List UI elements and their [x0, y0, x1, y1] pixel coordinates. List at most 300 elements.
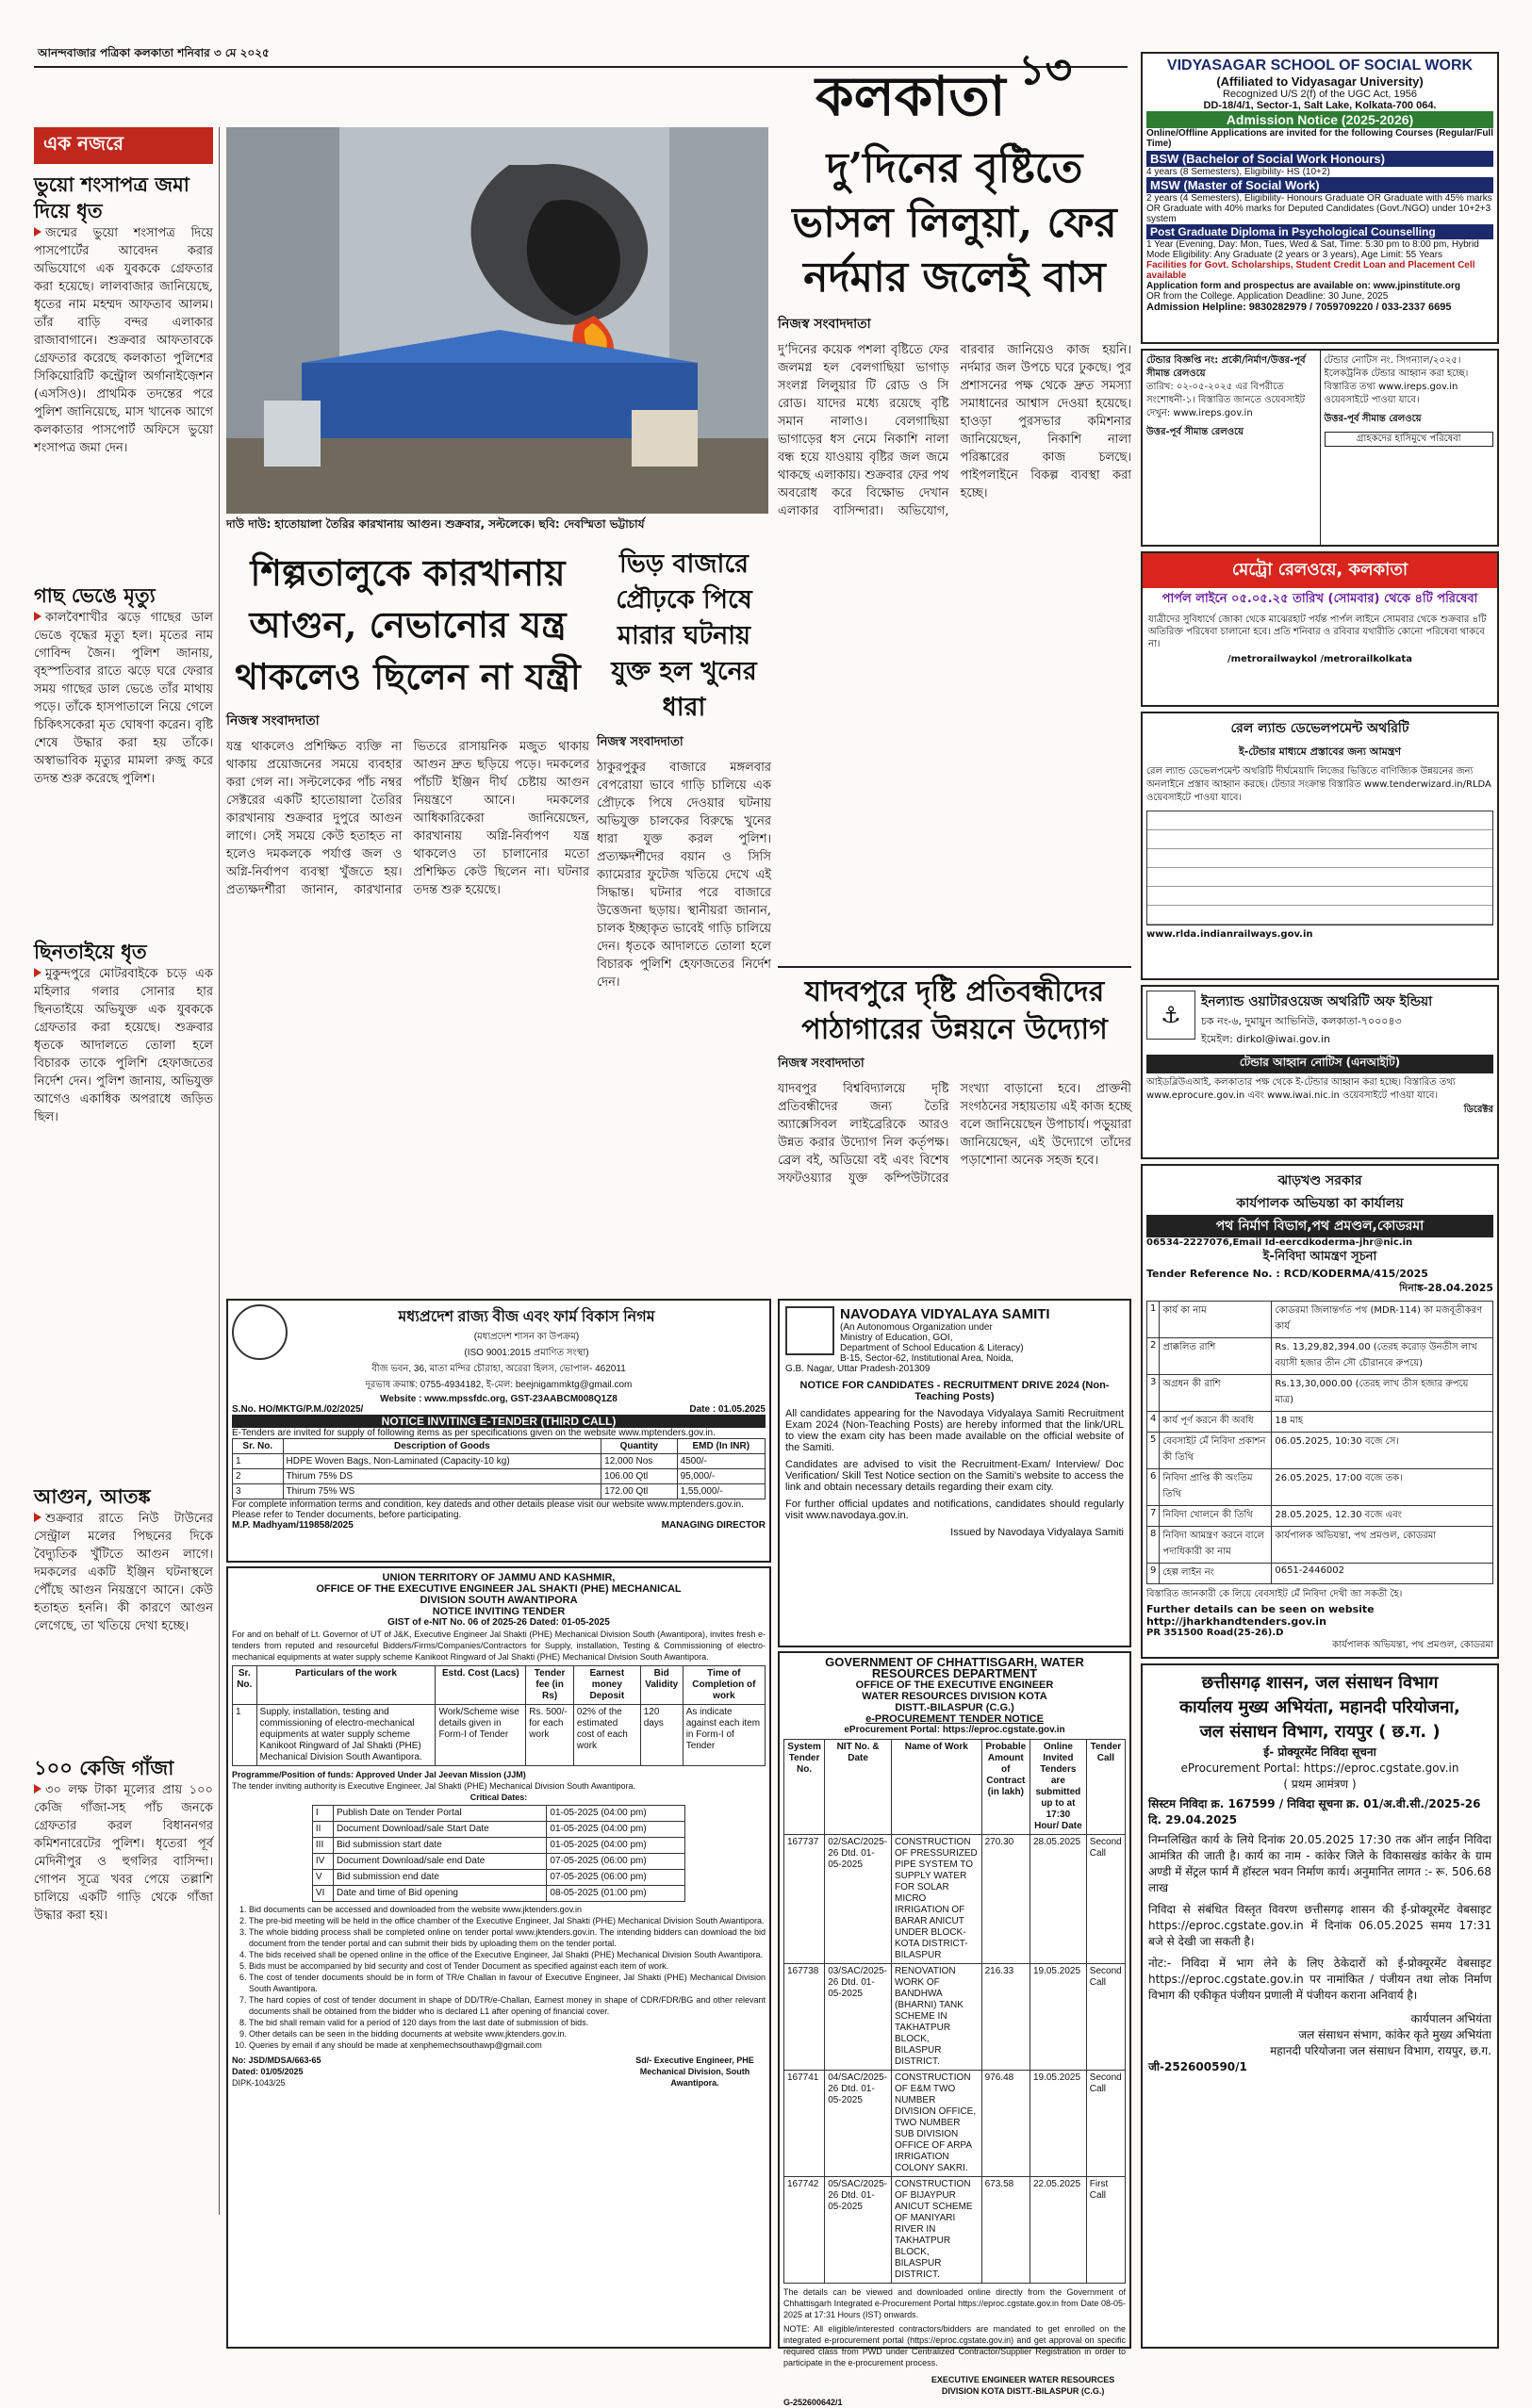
brief-body	[34, 965, 213, 1474]
course-bsw: BSW (Bachelor of Social Work Honours)	[1146, 151, 1493, 167]
rlda-grid	[1146, 811, 1493, 926]
mp-row	[233, 1454, 766, 1469]
mp-table	[232, 1438, 766, 1499]
cg-cell: 167737	[784, 1835, 825, 1964]
mp-footer: For complete information terms and condition, key dateds and other details please visit our website www.mptenders.gov.in. Please refer to Tender documents, before participating.	[232, 1499, 744, 1520]
jk-prog: Programme/Position of funds: Approved Under Jal Jeevan Mission (JJM)	[232, 1770, 526, 1779]
cg-cell: 270.30	[981, 1835, 1030, 1964]
rlda-website: www.rlda.indianrailways.gov.in	[1146, 929, 1313, 940]
story-byline: নিজস্ব সংবাদদাতা	[226, 713, 320, 729]
jk-t1: UNION TERRITORY OF JAMMU AND KASHMIR,	[382, 1572, 616, 1583]
jh-note: বিস্তারিত জানকারী কে লিয়ে বেবসাইট মেঁ নিবিদা দেখী জা সকতী হৈ।	[1146, 1589, 1403, 1599]
jk-cell: 1	[233, 1705, 257, 1766]
jh-row	[1147, 1302, 1493, 1338]
jk-term: 3. The whole bidding process shall be completed online on tender portal www.jktenders.gov.in. The intending bidders can download the bid document from the tender portal and can submit their bids by uploading them on the tender portal.	[249, 1926, 766, 1949]
cg-row	[784, 1835, 1126, 1964]
cgh-nit: सिस्टम निविदा क्र. 167599 / निविदा सूचना क्र. 01/अ.वी.सी./2025-26 दि. 29.04.2025	[1148, 1797, 1481, 1826]
brief-headline: আগুন, আতঙ্ক	[34, 1484, 151, 1508]
tender-left-body: তারিখ: ০২-০৫-২০২৫ এর বিপরীতে সংশোধনী-১। বিস্তারিত জানতে ওয়েবসাইট দেখুন: www.ireps.gov.in	[1146, 382, 1306, 418]
ad-helpline: Admission Helpline: 9830282979 / 7059709220 / 033-2337 6695	[1146, 302, 1452, 313]
jk-critical: Critical Dates:	[469, 1793, 528, 1802]
brief-body	[34, 1510, 213, 1745]
jh-cell: 1	[1147, 1302, 1160, 1338]
jh-cell: প্রাক্কলিত রাশি	[1160, 1338, 1272, 1375]
cg-header: System Tender No.	[784, 1740, 825, 1835]
bullet-icon	[34, 1784, 41, 1794]
jk-date-cell: Publish Date on Tender Portal	[333, 1806, 546, 1822]
ad-vidyasagar	[1141, 52, 1499, 344]
jh-row	[1147, 1375, 1493, 1412]
section-name: কলকাতা	[815, 64, 1006, 128]
at-a-glance-title: এক নজরে	[34, 127, 213, 164]
ad-cg-water	[778, 1651, 1131, 2407]
jk-header: Bid Validity	[640, 1666, 683, 1705]
cg-cell: First Call	[1086, 2177, 1125, 2284]
cgh-t5: ( प्रथम आमंत्रण )	[1283, 1777, 1357, 1791]
jh-cell: Rs.13,30,000.00 (তেরহ লাখ তীস হজার রুপয়ে মাত্র)	[1272, 1375, 1493, 1412]
mp-web: Website : www.mpssfdc.org, GST-23AABCM008Q1Z8	[380, 1394, 618, 1404]
jk-date-cell: Date and time of Bid opening	[333, 1886, 546, 1902]
jk-term: 2. The pre-bid meeting will be held in the office chamber of the Executive Engineer, Jal Shakti (PHE) Mechanical Division South Awantipora.	[249, 1915, 766, 1926]
mp-phone: দূরভাষ ক্রমাঙ্ক: 0755-4934182, ই-মেল: beejnigammktg@gmail.com	[365, 1380, 633, 1390]
cgh-body2: निविदा से संबंधित विस्तृत विवरण छत्तीसगढ़ शासन की ई-प्रोक्यूरमेंट वेबसाइट https://eproc.cgstate.gov.in में दिनांक 06.05.2025 समय 17:31 बजे से देखी जा सकती है।	[1148, 1903, 1491, 1948]
cg-row	[784, 2071, 1126, 2177]
course-pgd-detail: 1 Year (Evening, Day: Mon, Tues, Wed & Sat, Time: 5:30 pm to 8:00 pm, Hybrid Mode Eligibility: Any Graduate (2 years or 3 years), Age Limit: 55 Years	[1146, 239, 1479, 260]
story-jadavpur-library	[778, 966, 1131, 1291]
cg-header: NIT No. & Date	[825, 1740, 892, 1835]
story-body: দু’দিনের কয়েক পশলা বৃষ্টিতে ফের জলমগ্ন হল বেলগাছিয়া ভাগাড় সংলগ্ন লিলুয়ার টি রোড ও সি রোড। যাদের মধ্যে রয়েছে বৃষ্টি সমান নালাও। বেলগাছিয়া ভাগাড়ের ধস নেমে নিকাশি নালা বন্ধ হয়ে যাওয়ায় বৃষ্টির জল জমে থাকছে এলাকায়। শুক্রবার ফের পথ অবরোধ করে বিক্ষোভ দেখান এলাকার বাসিন্দারা। অভিযোগ, বারবার জানিয়েও কাজ হয়নি। নর্দমার জল উপচে ঘরে ঢুকছে। পুর প্রশাসনের পক্ষ থেকে দ্রুত সমস্যা সমাধানের আশ্বাস দেওয়া হয়েছে। হাওড়া পুরসভার কমিশনার জানিয়েছেন, নিকাশি নালা পরিষ্কারের কাজ চলছে। পাইপলাইনে বিকল্প ব্যবস্থা করা হচ্ছে।	[778, 343, 1131, 518]
story-body: যন্ত্র থাকলেও প্রশিক্ষিত ব্যক্তি না থাকায় প্রয়োজনের সময়ে ব্যবহার করা গেল না। সল্টলেকের পাঁচ নম্বর সেক্টরের একটি হাতোয়ালা তৈরির কারখানায় শুক্রবার দুপুরে আগুন লাগে। সেই সময়ে কেউ হতাহত না হলেও দমকলকে পর্যাপ্ত জল ও অগ্নি-নির্বাপণ ব্যবস্থা খুঁজতে হয়। প্রত্যক্ষদর্শীরা জানান, কারখানার ভিতরে রাসায়নিক মজুত থাকায় আগুন দ্রুত ছড়িয়ে পড়ে। দমকলের পাঁচটি ইঞ্জিন দীর্ঘ চেষ্টায় আগুন নিয়ন্ত্রণে আনে। দমকলের আধিকারিকেরা জানিয়েছেন, কারখানায় অগ্নি-নির্বাপণ যন্ত্র থাকলেও তা চালানোর মতো প্রশিক্ষিত কেউ ছিলেন না। ঘটনার তদন্ত শুরু হয়েছে।	[226, 740, 589, 897]
nvs-l3: Department of School Education & Literacy)	[840, 1343, 1024, 1353]
nvs-p1: All candidates appearing for the Navodaya Vidyalaya Samiti Recruitment Exam 2024 (Non-Teaching Posts) are hereby informed that the link/URL to view the exam city has been made available on the official website of the Samiti.	[785, 1408, 1124, 1453]
story-byline: নিজস্ব সংবাদদাতা	[778, 317, 871, 332]
jh-cell: 3	[1147, 1375, 1160, 1412]
bullet-icon	[34, 612, 41, 621]
course-pgd: Post Graduate Diploma in Psychological Counselling	[1146, 224, 1493, 239]
brief-text: শুক্রবার রাতে নিউ টাউনের সেন্ট্রাল মলের পিছনের দিকে বৈদ্যুতিক খুঁটিতে আগুন লাগে। দমকলের একটি ইঞ্জিন ঘটনাস্থলে পৌঁছে আগুন নিয়ন্ত্রণে আনে। কেউ হতাহত হননি। কী কারণে আগুন লেগেছে, তা খতিয়ে দেখা হচ্ছে।	[34, 1512, 213, 1633]
cg-header: Tender Call	[1086, 1740, 1125, 1835]
jh-cell: 2	[1147, 1338, 1160, 1375]
cg-t1: GOVERNMENT OF CHHATTISGARH, WATER	[825, 1655, 1084, 1669]
jk-term: 9. Other details can be seen in the bidding documents at website www.jktenders.gov.in.	[249, 2028, 766, 2039]
cg-row	[784, 2177, 1126, 2284]
jh-date: দিনাঙ্ক-28.04.2025	[1399, 1282, 1493, 1294]
tender-right-footer: উত্তর-পূর্ব সীমান্ত রেলওয়ে	[1324, 414, 1422, 424]
jh-cell: 6	[1147, 1469, 1160, 1506]
mp-cell: 12,000 Nos	[601, 1454, 677, 1469]
brief-item	[34, 1755, 213, 2177]
ad-deadline: OR from the College. Application Deadline: 30 June, 2025	[1146, 291, 1389, 302]
metro-subtitle: পার্পল লাইনে ০৫.০৫.২৫ তারিখ (সোমবার) থেকে ৪টি পরিষেবা	[1161, 592, 1478, 606]
cg-cell: RENOVATION WORK OF BANDHWA (BHARNI) TANK SCHEME IN TAKHATPUR BLOCK, BILASPUR DISTRICT.	[891, 1964, 981, 2071]
jk-sign: Sd/- Executive Engineer, PHE Mechanical Division, South Awantipora.	[635, 2056, 754, 2088]
jh-dept: পথ নির্মাণ বিভাগ,পথ প্রমণ্ডল,কোডরমা	[1146, 1215, 1493, 1237]
cg-cell: 19.05.2025	[1030, 2071, 1086, 2177]
brief-body	[34, 609, 213, 929]
rlda-title: রেল ল্যান্ড ডেভেলপমেন্ট অথরিটি	[1230, 721, 1409, 736]
jk-date-row	[312, 1854, 684, 1870]
tender-left-footer: উত্তর-পূর্ব সীমান্ত রেলওয়ে	[1146, 427, 1244, 437]
course-msw: MSW (Master of Social Work)	[1146, 177, 1493, 193]
tender-right	[1321, 351, 1498, 545]
jh-website: Further details can be seen on website http://jharkhandtenders.gov.in	[1146, 1603, 1375, 1628]
jk-terms	[232, 1904, 766, 2051]
cg-table	[783, 1739, 1126, 2284]
ad-jk-jalshakti	[226, 1566, 771, 2349]
jk-cell: Supply, installation, testing and commissioning of electro-mechanical equipments at water supply scheme Kanikoot Ringward of Jal Shakti (PHE) Mechanical Division South Awantipora.	[256, 1705, 436, 1766]
cg-cell: 167738	[784, 1964, 825, 2071]
jk-header: Time of Completion of work	[683, 1666, 765, 1705]
jh-cell: Rs. 13,29,82,394.00 (তেরহ করোড় উনতীস লাখ বয়াসী হজার তীন সৌ চৌরানবে রুপয়ে)	[1272, 1338, 1493, 1375]
metro-social: /metrorailwaykol /metrorailkolkata	[1227, 654, 1412, 664]
brief-text: মুকুন্দপুরে মোটরবাইকে চড়ে এক মহিলার গলার সোনার হার ছিনতাইয়ে অভিযুক্ত এক যুবককে গ্রেফতার করা হয়েছে। শুক্রবার ধৃতকে আদালতে তোলা হলে বিচারক তাকে পুলিশি হেফাজতের নির্দেশ দেন। পুলিশ জানায়, অভিযুক্ত আগেও একাধিক অপরাধে জড়িত ছিল।	[34, 967, 213, 1124]
jk-header: Sr. No.	[233, 1666, 257, 1705]
nvs-notice: NOTICE FOR CANDIDATES - RECRUITMENT DRIVE 2024 (Non-Teaching Posts)	[799, 1380, 1110, 1402]
jk-dipk: DIPK-1043/25	[232, 2078, 286, 2088]
cgh-t2: कार्यालय मुख्य अभियंता, महानदी परियोजना,	[1179, 1697, 1460, 1717]
nvs-l5: G.B. Nagar, Uttar Pradesh-201309	[785, 1364, 931, 1374]
jk-term: 4. The bids received shall be opened online in the office of the Executive Engineer, Jal Shakti (PHE) Mechanical Division South Awantipora.	[249, 1949, 766, 1960]
jk-cell: Rs. 500/- for each work	[526, 1705, 574, 1766]
iwai-body: আইডব্লিউএআই, কলকাতার পক্ষ থেকে ই-টেন্ডার আহ্বান করা হচ্ছে। বিস্তারিত তথ্য www.eprocure.gov.in এবং www.iwai.nic.in ওয়েবসাইটে পাওয়া যাবে।	[1146, 1077, 1456, 1101]
ad-prospectus: Application form and prospectus are available on: www.jpinstitute.org	[1146, 281, 1461, 291]
photo-caption: দাউ দাউ: হাতোয়ালা তৈরির কারখানায় আগুন। শুক্রবার, সল্টলেকে। ছবি: দেবস্মিতা ভট্টাচার্য	[226, 517, 645, 531]
story-lilua	[778, 141, 1131, 961]
brief-headline: ভুয়ো শংসাপত্র জমা দিয়ে ধৃত	[34, 172, 189, 222]
story-byline: নিজস্ব সংবাদদাতা	[597, 735, 684, 749]
bullet-icon	[34, 227, 41, 237]
cg-t6: e-PROCUREMENT TENDER NOTICE	[865, 1713, 1044, 1725]
jk-date-cell: Document Download/sale Start Date	[333, 1822, 546, 1838]
tender-left-title: টেন্ডার বিজ্ঞপ্তি নং: প্রকৌ/নির্মাণ/উত্তর-পূর্ব সীমান্ত রেলওয়ে	[1146, 355, 1306, 379]
cgh-sign2: जल संसाधन संभाग, कांकेर कृते मुख्य अभियंता	[1298, 2028, 1491, 2041]
mp-cell: 1	[233, 1454, 284, 1469]
mp-cell: 172.00 Qtl	[601, 1484, 677, 1499]
jk-cell: 120 days	[640, 1705, 683, 1766]
cg-cell: 22.05.2025	[1030, 2177, 1086, 2284]
mp-cell: 1,55,000/-	[677, 1484, 765, 1499]
cg-t5: DISTT.-BILASPUR (C.G.)	[895, 1702, 1014, 1713]
jk-no: No: JSD/MDSA/663-65	[232, 2056, 321, 2065]
jh-cell: নিবিদা খোলনে কী তিথি	[1160, 1506, 1272, 1527]
jk-footer	[232, 2055, 766, 2089]
jk-intro: For and on behalf of Lt. Governor of UT of J&K, Executive Engineer Jal Shakti (PHE) Mechanical Division South (Awantipora), invites fresh e-tenders from reputed and resourceful Bidders/Firms/Companies/Contractors for Supply, installation, Testing & Commissioning of electro-mechanical equipments at water supply scheme Kanikoot Ringward of Jal Shakti (PHE) Mechanical Division South Awantipora.	[232, 1630, 766, 1662]
jk-term: 7. The hard copies of cost of tender document in shape of DD/TR/e-Challan, Earnest money in shape of CDR/FDR/BG and other relevant documents shall be obtained from the bidder who is declared L1 after opening of financial cover.	[249, 1994, 766, 2017]
jk-t4: NOTICE INVITING TENDER	[432, 1606, 566, 1617]
jk-term: 1. Bid documents can be accessed and downloaded from the website www.jktenders.gov.in	[249, 1904, 766, 1915]
jh-table	[1146, 1301, 1493, 1584]
jk-date-row	[312, 1870, 684, 1886]
mp-ref: S.No. HO/MKTG/P.M./02/2025/	[232, 1404, 364, 1415]
jk-date-cell: 01-05-2025 (04:00 pm)	[547, 1838, 685, 1854]
mp-date: Date : 01.05.2025	[689, 1404, 766, 1415]
jk-date-cell: 01-05-2025 (04:00 pm)	[547, 1806, 685, 1822]
mp-madhyam: M.P. Madhyam/119858/2025	[232, 1520, 354, 1531]
iwai-notice: টেন্ডার আহ্বান নোটিস (এনআইটি)	[1146, 1055, 1493, 1073]
ad-title: VIDYASAGAR SCHOOL OF SOCIAL WORK	[1166, 57, 1474, 74]
jk-date-row	[312, 1822, 684, 1838]
jk-date-cell: IV	[312, 1854, 333, 1870]
masthead-line: আনন্দবাজার পত্রিকা কলকাতা শনিবার ৩ মে ২০২৫	[38, 46, 270, 59]
jh-row	[1147, 1469, 1493, 1506]
jk-cell: As indicate against each item in Form-I of Tender	[683, 1705, 765, 1766]
mp-notice: NOTICE INVITING E-TENDER (THIRD CALL)	[232, 1415, 766, 1428]
cg-cell: 216.33	[981, 1964, 1030, 2071]
cgh-g: जी-252600590/1	[1148, 2060, 1247, 2073]
mp-header: Description of Goods	[283, 1439, 601, 1454]
cg-cell: Second Call	[1086, 2071, 1125, 2177]
jk-term: 6. The cost of tender documents should be in form of TR/e Challan in favour of Executive Engineer, Jal Shakti (PHE) Mechanical Division South Awantipora.	[249, 1972, 766, 1994]
jh-pr: PR 351500 Road(25-26).D	[1146, 1628, 1284, 1638]
jk-date-cell: 01-05-2025 (04:00 pm)	[547, 1822, 685, 1838]
brief-item	[34, 1483, 213, 1745]
jk-refs	[232, 2055, 321, 2089]
story-headline: ভিড় বাজারে প্রৌঢ়কে পিষে মারার ঘটনায় যুক্ত হল খুনের ধারা	[611, 549, 757, 722]
cgh-t3: जल संसाधन विभाग, रायपुर ( छ.ग. )	[1199, 1722, 1441, 1742]
cg-g: G-252600642/1	[783, 2398, 843, 2407]
metro-body: যাত্রীদের সুবিধার্থে জোকা থেকে মাঝেরহাট পর্যন্ত পার্পল লাইনে সোমবার থেকে শুক্রবার ৪টি অতিরিক্ত পরিষেবা চালানো হবে। প্রতি শনিবার ও রবিবার যথারীতি কোনো পরিষেবা থাকবে না।	[1148, 614, 1487, 649]
jh-cell: 8	[1147, 1527, 1160, 1564]
mp-cell: 2	[233, 1469, 284, 1484]
jk-date-row	[312, 1886, 684, 1902]
jk-date-cell: VI	[312, 1886, 333, 1902]
mp-iso: (ISO 9001:2015 প্রমাণিত সংস্থা)	[464, 1348, 589, 1358]
jk-header: Particulars of the work	[256, 1666, 436, 1705]
jh-cell: 26.05.2025, 17:00 বজে তক।	[1272, 1469, 1493, 1506]
ad-iwai	[1141, 985, 1499, 1159]
story-headline: যাদবপুরে দৃষ্টি প্রতিবন্ধীদের পাঠাগারের উন্নয়নে উদ্যোগ	[801, 975, 1108, 1046]
cgh-sign3: महानदी परियोजना जल संसाधन विभाग, रायपुर, छ.ग.	[1270, 2044, 1491, 2057]
jk-term: 10. Queries by email if any should be made at xenphemechsouthawp@gmail.com	[249, 2039, 766, 2051]
jh-cell: হেল্প লাইন নং	[1160, 1564, 1272, 1584]
ad-rlda	[1141, 712, 1499, 980]
jk-date-cell: 07-05-2025 (06:00 pm)	[547, 1870, 685, 1886]
brief-text: ৩০ লক্ষ টাকা মূল্যের প্রায় ১০০ কেজি গাঁজা-সহ পাঁচ জনকে গ্রেফতার করল বিধাননগর কমিশনারেটের পুলিশ। ধৃতেরা পূর্ব মেদিনীপুর ও হুগলির বাসিন্দা। গোপন সূত্রে খবর পেয়ে তল্লাশি চালিয়ে একটি গাড়ি থেকে গাঁজা উদ্ধার করা হয়।	[34, 1783, 213, 1923]
jk-date-cell: Bid submission start date	[333, 1838, 546, 1854]
nvs-l4: B-15, Sector-62, Institutional Area, Noida,	[840, 1353, 1013, 1364]
jh-cell: অগ্রধন কী রাশি	[1160, 1375, 1272, 1412]
cg-portal: eProcurement Portal: https://eproc.cgstate.gov.in	[844, 1725, 1065, 1735]
brief-item	[34, 172, 213, 573]
jh-cell: 4	[1147, 1412, 1160, 1433]
nvs-p3: For further official updates and notifications, candidates should regularly visit www.navodaya.gov.in.	[785, 1499, 1124, 1521]
course-msw-detail: 2 years (4 Semesters), Eligibility- Honours Graduate OR Graduate with 45% marks OR Graduate with 40% marks for Deputed Candidates (Govt./NGO) under 10+2+3 system	[1146, 193, 1492, 224]
jk-cell: 02% of the estimated cost of each work	[573, 1705, 640, 1766]
mp-row	[233, 1469, 766, 1484]
cg-cell: 04/SAC/2025-26 Dtd. 01-05-2025	[825, 2071, 892, 2177]
cg-t3: OFFICE OF THE EXECUTIVE ENGINEER	[855, 1679, 1054, 1691]
jh-cell: কার্য কা নাম	[1160, 1302, 1272, 1338]
mp-address: বীজ ভবন, 36, মাতা মন্দির চৌরাহা, অরেরা হিলস, ভোপাল- 462011	[371, 1364, 626, 1374]
ad-online: Online/Offline Applications are invited for the following Courses (Regular/Full Time)	[1146, 128, 1493, 149]
story-factory-fire	[226, 547, 589, 1291]
story-market-death	[597, 547, 771, 1291]
cg-cell: CONSTRUCTION OF PRESSURIZED PIPE SYSTEM TO SUPPLY WATER FOR SOLAR MICRO IRRIGATION OF BARAR ANICUT UNDER BLOCK-KOTA DISTRICT-BILASPUR	[891, 1835, 981, 1964]
nvs-l2: Ministry of Education, GOI,	[840, 1333, 953, 1343]
story-headline: শিল্পতালুকে কারখানায় আগুন, নেভানোর যন্ত্র থাকলেও ছিলেন না যন্ত্রী	[235, 551, 581, 697]
brief-body	[34, 1781, 213, 2177]
jh-cell: কার্য পূর্ণ করনে কী অবধি	[1160, 1412, 1272, 1433]
mp-cell: 95,000/-	[677, 1469, 765, 1484]
cg-cell: 976.48	[981, 2071, 1030, 2177]
jh-row	[1147, 1564, 1493, 1584]
jh-gov: ঝাড়খণ্ড সরকার	[1277, 1173, 1362, 1188]
mp-logo	[232, 1304, 288, 1360]
jh-office: কার্যপালক অভিযন্তা কা কার্যালয়	[1236, 1196, 1404, 1211]
ad-subtitle: (Affiliated to Vidyasagar University)	[1216, 74, 1424, 89]
cg-row	[784, 1964, 1126, 2071]
mp-sub: (মধ্যপ্রদেশ শাসন কা উপক্রম)	[473, 1332, 580, 1342]
jh-cell: 06.05.2025, 10:30 বজে সে।	[1272, 1433, 1493, 1469]
jh-contact: 06534-2227076,Email Id-eercdkoderma-jhr@nic.in	[1146, 1237, 1413, 1248]
brief-text: জন্মের ভুয়ো শংসাপত্র দিয়ে পাসপোর্টের আবেদন করার অভিযোগে এক যুবককে গ্রেফতার করা হয়েছে। লালবাজার জানিয়েছে, ধৃতের নাম মহম্মদ আফতাব আলম। তাঁর বাড়ি বন্দর এলাকার রাজাবাগানে। শুক্রবার আফতাবকে গ্রেফতার করেছে কলকাতা পুলিশের সিকিয়োরিটি কন্ট্রোল অর্গানাইজ়েশন (এসসিও)। প্রাথমিক তদন্তের পরে পুলিশ জানিয়েছে, মাস খানেক আগে কলকাতার পাসপোর্ট অফিসে ভুয়ো শংসাপত্র জমা দেন।	[34, 226, 213, 455]
jh-row	[1147, 1527, 1493, 1564]
mp-intro: E-Tenders are invited for supply of following items as per specifications given on the website www.mptenders.gov.in.	[232, 1428, 716, 1438]
iwai-address: চক নং-৬, দুমায়ুন আভিনিউ, কলকাতা-৭০০০৪৩	[1201, 1015, 1402, 1027]
jh-row	[1147, 1338, 1493, 1375]
mp-md: MANAGING DIRECTOR	[661, 1520, 766, 1531]
jk-date-cell: 08-05-2025 (01:00 pm)	[547, 1886, 685, 1902]
brief-text: কালবৈশাখীর ঝড়ে গাছের ডাল ভেঙে বৃদ্ধের মৃত্যু হল। মৃতের নাম গোবিন্দ জৈন। পুলিশ জানায়, বৃহস্পতিবার রাতে ঝড়ে ঘরে ফেরার সময় গাছের ডাল ভেঙে তাঁর মাথায় পড়ে। তাঁকে হাসপাতালে নিয়ে গেলে চিকিৎসকেরা মৃত ঘোষণা করেন। বৃষ্টি শেষে উদ্ধার করা হয় তাঁকে। অস্বাভাবিক মৃত্যুর মামলা রুজু করে তদন্ত শুরু করেছে পুলিশ।	[34, 611, 213, 786]
cg-t2: RESOURCES DEPARTMENT	[871, 1666, 1038, 1680]
cgh-sign	[1148, 2011, 1491, 2059]
cg-cell: Second Call	[1086, 1964, 1125, 2071]
cgh-sign1: कार्यपालन अभियंता	[1410, 2012, 1491, 2025]
cg-cell: 28.05.2025	[1030, 1835, 1086, 1964]
cg-sign: EXECUTIVE ENGINEER WATER RESOURCES DIVISION KOTA DISTT.-BILASPUR (C.G.)	[931, 2375, 1115, 2396]
bullet-icon	[34, 1513, 41, 1522]
mp-refline	[232, 1404, 766, 1415]
jk-header: Tender fee (in Rs)	[526, 1666, 574, 1705]
mp-cell: HDPE Woven Bags, Non-Laminated (Capacity-10 kg)	[283, 1454, 601, 1469]
jk-term: 8. The bid shall remain valid for a period of 120 days from the last date of submission of bids.	[249, 2017, 766, 2028]
nvs-title: NAVODAYA VIDYALAYA SAMITI	[840, 1306, 1050, 1322]
cgh-t1: छत्तीसगढ़ शासन, जल संसाधन विभाग	[1201, 1673, 1439, 1693]
course-bsw-detail: 4 years (8 Semesters), Eligibility- HS (10+2)	[1146, 167, 1330, 177]
ad-notice: Admission Notice (2025-2026)	[1146, 111, 1493, 128]
mp-header: EMD (In INR)	[677, 1439, 765, 1454]
nvs-p2: Candidates are advised to visit the Recruitment-Exam/ Interview/ Doc Verification/ Skill Test Notice section on the Samiti's website to access the link and obtain necessary details regarding their exam city.	[785, 1459, 1124, 1493]
ad-mp-seed	[226, 1299, 771, 1563]
mp-header: Quantity	[601, 1439, 677, 1454]
iwai-email: ইমেইল: dirkol@iwai.gov.in	[1201, 1033, 1330, 1045]
jh-cell: কার্যপালক অভিযন্তা, পথ প্রমণ্ডল, কোডরমা	[1272, 1527, 1493, 1564]
mp-signline	[232, 1520, 766, 1531]
iwai-sign: ডিরেক্টর	[1463, 1105, 1493, 1115]
jh-ref: Tender Reference No. : RCD/KODERMA/415/2025	[1146, 1268, 1428, 1280]
jk-nit: GIST of e-NIT No. 06 of 2025-26 Dated: 01-05-2025	[387, 1617, 610, 1628]
story-byline: নিজস্ব সংবাদদাতা	[778, 1057, 865, 1071]
left-column	[34, 127, 213, 2215]
jh-cell: নিবিদা প্রাপ্তি কী অংতিম তিথি	[1160, 1469, 1272, 1506]
jk-t2: OFFICE OF THE EXECUTIVE ENGINEER JAL SHAKTI (PHE) MECHANICAL	[316, 1583, 682, 1595]
cg-header: Name of Work	[891, 1740, 981, 1835]
column-divider	[219, 127, 220, 2215]
jk-date-cell: V	[312, 1870, 333, 1886]
cg-cell: Second Call	[1086, 1835, 1125, 1964]
iwai-logo: ⚓	[1146, 991, 1195, 1040]
story-body: ঠাকুরপুকুর বাজারে মঙ্গলবার বেপরোয়া ভাবে গাড়ি চালিয়ে এক প্রৌঢ়কে পিষে দেওয়ার ঘটনায় অভিযুক্ত চালকের বিরুদ্ধে খুনের ধারা যুক্ত করল পুলিশ। প্রত্যক্ষদর্শীদের বয়ান ও সিসি ক্যামেরার ফুটেজ খতিয়ে দেখে এই সিদ্ধান্ত। ঘটনার পরে বাজারে উত্তেজনা ছড়ায়। স্থানীয়রা জানান, চালক ইচ্ছাকৃত ভাবেই গাড়ি চালিয়ে দেন। ধৃতকে আদালতে তোলা হলে বিচারক পুলিশি হেফাজতের নির্দেশ দেন।	[597, 761, 771, 990]
tender-right-body: টেন্ডার নোটিস নং. সিগন্যাল/২০২৫। ইলেকট্রনিক টেন্ডার আহ্বান করা হচ্ছে। বিস্তারিত তথ্য www.ireps.gov.in ওয়েবসাইটে পাওয়া যাবে।	[1324, 355, 1469, 405]
jk-header: Earnest money Deposit	[573, 1666, 640, 1705]
jh-cell: 9	[1147, 1564, 1160, 1584]
ad-navodaya	[778, 1299, 1131, 1647]
rlda-body: রেল ল্যান্ড ডেভেলপমেন্ট অথরিটি দীর্ঘমেয়াদি লিজের ভিত্তিতে বাণিজ্যিক উন্নয়নের জন্য অনলাইনে প্রস্তাব আহ্বান করছে। টেন্ডার সংক্রান্ত বিস্তারিত www.tenderwizard.in/RLDA ওয়েবসাইটে পাওয়া যাবে।	[1146, 766, 1491, 803]
factory-fire-image	[226, 127, 768, 514]
cg-cell: 673.58	[981, 2177, 1030, 2284]
jk-date-cell: II	[312, 1822, 333, 1838]
ad-railway-tender	[1141, 349, 1499, 547]
ad-cg-hindi	[1141, 1663, 1499, 2349]
rlda-subtitle: ই-টেন্ডার মাধ্যমে প্রস্তাবের জন্য আমন্ত্রণ	[1239, 745, 1401, 758]
cg-cell: CONSTRUCTION OF BIJAYPUR ANICUT SCHEME OF MANIYARI RIVER IN TAKHATPUR BLOCK, BILASPUR DISTRICT.	[891, 2177, 981, 2284]
jk-header: Estd. Cost (Lacs)	[436, 1666, 526, 1705]
jk-dated: Dated: 01/05/2025	[232, 2067, 304, 2076]
tender-slogan: গ্রাহকদের হাসিমুখে পরিষেবা	[1325, 432, 1494, 447]
mp-row	[233, 1484, 766, 1499]
story-body: যাদবপুর বিশ্ববিদ্যালয়ে দৃষ্টি প্রতিবন্ধীদের জন্য তৈরি অ্যাক্সেসিবল লাইব্রেরিকে আরও উন্নত করার উদ্যোগ নিল কর্তৃপক্ষ। ব্রেল বই, অডিয়ো বই এবং বিশেষ সফটওয়্যার যুক্ত কম্পিউটারের সংখ্যা বাড়ানো হবে। প্রাক্তনী সংগঠনের সহায়তায় এই কাজ হচ্ছে বলে জানিয়েছেন উপাচার্য। পড়ুয়ারা জানিয়েছেন, এই উদ্যোগে তাঁদের পড়াশোনা অনেক সহজ হবে।	[778, 1082, 1131, 1186]
brief-headline: ১০০ কেজি গাঁজা	[34, 1756, 174, 1779]
jk-date-cell: III	[312, 1838, 333, 1854]
jk-date-row	[312, 1838, 684, 1854]
cg-cell: 05/SAC/2025-26 Dtd. 01-05-2025	[825, 2177, 892, 2284]
bullet-icon	[34, 968, 41, 977]
cgh-note: नोट:- निविदा में भाग लेने के लिए ठेकेदारों को ई-प्रोक्यूरमेंट वेबसाइट https://eproc.cgstate.gov.in पर नामांकित / पंजीयन तथा लोक निर्माण विभाग की एकीकृत पंजीयन प्रणाली में पंजीयन कराना अनिवार्य है।	[1148, 1957, 1491, 2002]
cg-note2: NOTE: All eligible/interested contractors/bidders are mandated to get enrolled on the integrated e-procurement portal (https://eproc.cgstate.gov.in) and get approval on specific required class from PWD under Centralized Contractor/Supplier Registration in order to participate in the e-procurement process.	[783, 2324, 1126, 2367]
jk-dates	[312, 1805, 685, 1902]
brief-headline: গাছ ভেঙে মৃত্যু	[34, 583, 156, 607]
tender-left	[1143, 351, 1321, 545]
iwai-title: ইনল্যান্ড ওয়াটারওয়েজ অথরিটি অফ ইন্ডিয়া	[1201, 994, 1433, 1009]
fire-photo	[226, 127, 768, 514]
jh-cell: 28.05.2025, 12.30 বজে এবং	[1272, 1506, 1493, 1527]
jh-row	[1147, 1506, 1493, 1527]
jk-date-cell: 07-05-2025 (06:00 pm)	[547, 1854, 685, 1870]
jk-table	[232, 1665, 766, 1766]
metro-title: মেট্রো রেলওয়ে, কলকাতা	[1143, 553, 1497, 588]
jk-authority: The tender inviting authority is Executive Engineer, Jal Shakti (PHE) Mechanical Division South Awantipora.	[232, 1781, 636, 1791]
jk-date-cell: Document Download/sale end Date	[333, 1854, 546, 1870]
cgh-body: निम्नलिखित कार्य के लिये दिनांक 20.05.2025 17:30 तक ऑन लाईन निविदा आमंत्रित की जाती है। कार्य का नाम - कांकेर जिले के विकासखंड कांकेर के ग्राम अण्डी में सेंट्रल फार्म मैं हॉस्टल भवन निर्माण कार्य। अनुमानित लागत :- रू. 506.68 लाख	[1148, 1833, 1491, 1894]
story-headline: দু’দিনের বৃষ্টিতে ভাসল লিলুয়া, ফের নর্দমার জলেই বাস	[792, 144, 1117, 302]
cgh-t4: ई- प्रोक्यूरमेंट निविदा सूचना	[1263, 1745, 1376, 1759]
mp-title: মধ্যপ্রদেশ রাজ্য বীজ এবং ফার্ম বিকাস নিগম	[398, 1309, 655, 1325]
cg-cell: 167742	[784, 2177, 825, 2284]
cg-header: Probable Amount of Contract (in lakh)	[981, 1740, 1030, 1835]
brief-body	[34, 224, 213, 573]
jk-term: 5. Bids must be accompanied by bid security and cost of Tender Document as specified against each item of work.	[249, 1960, 766, 1972]
jh-sign: কার্যপালক অভিযন্তা, পথ প্রমণ্ডল, কোডরমা	[1332, 1640, 1493, 1650]
cg-cell: CONSTRUCTION OF E&M TWO NUMBER DIVISION OFFICE, TWO NUMBER SUB DIVISION OFFICE OF ARPA IRRIGATION COLONY SAKRI.	[891, 2071, 981, 2177]
jh-cell: কোডরমা জিলান্তর্গত পথ (MDR-114) কা মজবূতীকরণ কার্য	[1272, 1302, 1493, 1338]
mp-header: Sr. No.	[233, 1439, 284, 1454]
cg-cell: 02/SAC/2025-26 Dtd. 01-05-2025	[825, 1835, 892, 1964]
cg-t4: WATER RESOURCES DIVISION KOTA	[862, 1691, 1047, 1702]
brief-headline: ছিনতাইয়ে ধৃত	[34, 940, 147, 963]
mp-cell: 106.00 Qtl	[601, 1469, 677, 1484]
cg-cell: 19.05.2025	[1030, 1964, 1086, 2071]
ad-address: DD-18/4/1, Sector-1, Salt Lake, Kolkata-700 064.	[1203, 100, 1437, 111]
page-number: ১৩	[1018, 46, 1073, 94]
brief-item	[34, 939, 213, 1474]
jh-row	[1147, 1412, 1493, 1433]
mp-cell: Thirum 75% WS	[283, 1484, 601, 1499]
cg-header: Online Invited Tenders are submitted up to at 17:30 Hour/ Date	[1030, 1740, 1086, 1835]
jk-date-row	[312, 1806, 684, 1822]
brief-item	[34, 582, 213, 929]
ad-facilities: Facilities for Govt. Scholarships, Student Credit Loan and Placement Cell available	[1146, 260, 1475, 281]
jk-cell: Work/Scheme wise details given in Form-I of Tender	[436, 1705, 526, 1766]
